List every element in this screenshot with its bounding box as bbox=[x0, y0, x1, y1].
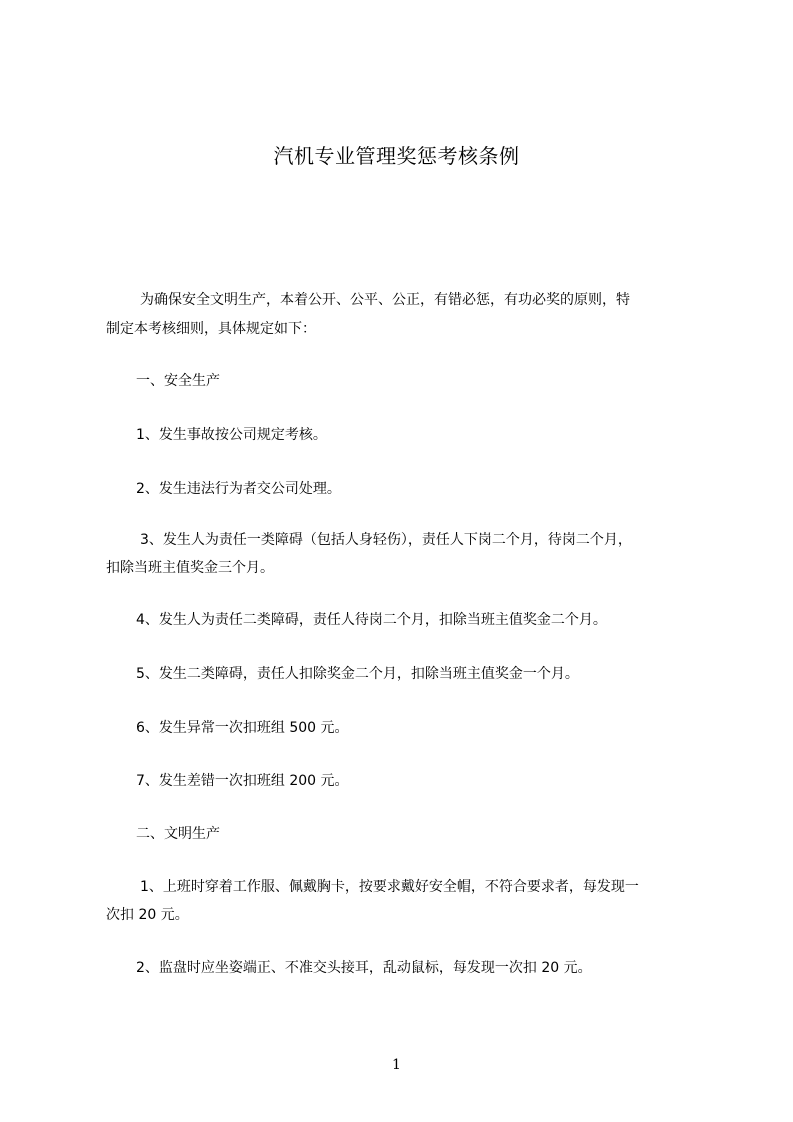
safety-item-3-line-1: 3、发生人为责任一类障碍（包括人身轻伤），责任人下岗二个月，待岗二个月， bbox=[140, 532, 632, 548]
civilized-item-1-line-2: 次扣 20 元。 bbox=[106, 907, 189, 923]
safety-item-5: 5、发生二类障碍，责任人扣除奖金二个月，扣除当班主值奖金一个月。 bbox=[136, 666, 579, 682]
document-title: 汽机专业管理奖惩考核条例 bbox=[273, 144, 520, 168]
civilized-item-1-line-1: 1、上班时穿着工作服、佩戴胸卡，按要求戴好安全帽，不符合要求者，每发现一 bbox=[140, 879, 639, 895]
safety-item-6: 6、发生异常一次扣班组 500 元。 bbox=[136, 720, 349, 736]
civilized-item-2: 2、监盘时应坐姿端正、不准交头接耳，乱动鼠标，每发现一次扣 20 元。 bbox=[136, 960, 592, 976]
intro-paragraph-line-1: 为确保安全文明生产，本着公开、公平、公正，有错必惩，有功必奖的原则，特 bbox=[140, 292, 630, 308]
section-heading-safety: 一、安全生产 bbox=[136, 373, 220, 389]
safety-item-4: 4、发生人为责任二类障碍，责任人待岗二个月，扣除当班主值奖金二个月。 bbox=[136, 612, 607, 628]
page-number: 1 bbox=[392, 1057, 401, 1073]
section-heading-civilized: 二、文明生产 bbox=[136, 826, 220, 842]
safety-item-7: 7、发生差错一次扣班组 200 元。 bbox=[136, 773, 349, 789]
safety-item-2: 2、发生违法行为者交公司处理。 bbox=[136, 481, 341, 497]
intro-paragraph-line-2: 制定本考核细则，具体规定如下： bbox=[106, 321, 316, 337]
safety-item-1: 1、发生事故按公司规定考核。 bbox=[136, 427, 327, 443]
safety-item-3-line-2: 扣除当班主值奖金三个月。 bbox=[106, 560, 274, 576]
